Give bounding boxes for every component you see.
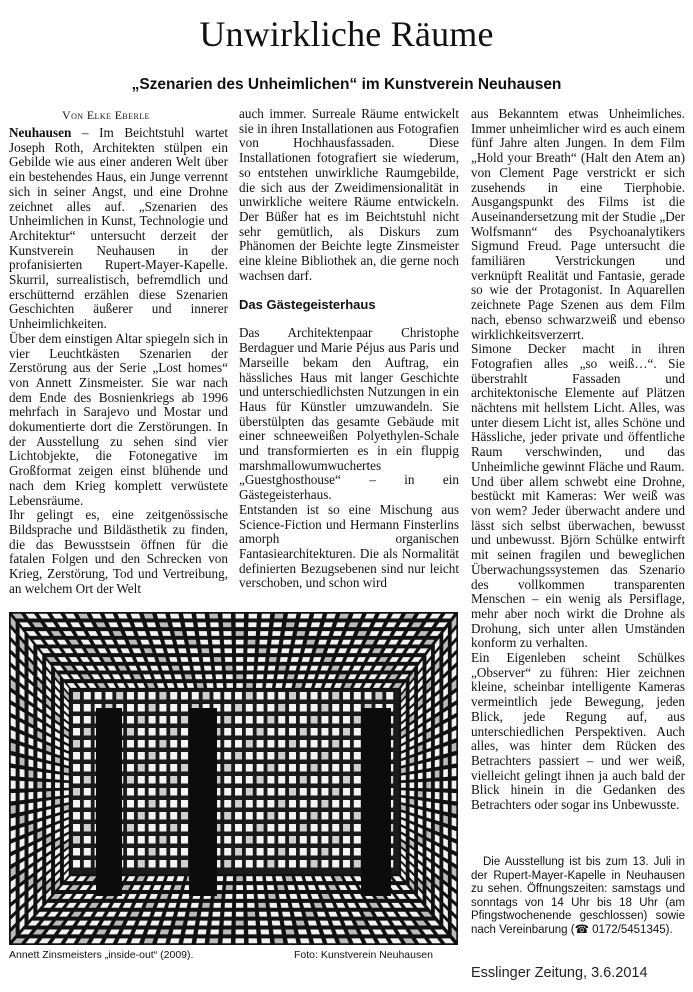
- dateline: Neuhausen: [9, 125, 72, 140]
- photo-caption: Annett Zinsmeisters „inside-out“ (2009).: [9, 949, 194, 961]
- paragraph: aus Bekanntem etwas Unheimliches. Immer unheimlicher wird es auch einem fünf Jahre alten Jungen. In dem Film „Hold your Breath“ (Halt den Atem an) von Clement Page verstrickt er sich zusehends in eine Tierphobie. Ausgangspunkt des Films ist die Auseinandersetzung mit der Studie „Der Wolfsmann“ des Psychoanalytikers Sigmund Freud. Page untersucht die familiären Verstrickungen und verknüpft Realität und Fantasie, gerade so wie der Protagonist. In Aquarellen zeichnete Page Szenen aus dem Film nach, ebenso schwarzweiß und ebenso wirklichkeitsverzerrt.: [471, 106, 685, 342]
- exhibition-info-box: [471, 856, 685, 938]
- headline: Unwirkliche Räume: [199, 14, 494, 54]
- paragraph: Und über allem schwebt eine Drohne, bestückt mit Kameras: Wer weiß was von wem? Jeder überwacht andere und lässt sich selbst überwachen, bewusst und unbewusst. Björn Schülke entwirft mit seinen fragilen und beweglichen Überwachungssystemen das Szenario des vollkommen transparenten Menschen – ein wenig als Persiflage, mehr aber noch wirkt die Drohne als Drohung, sich unter allen Umständen konform zu verhalten.: [471, 473, 685, 651]
- paragraph: Über dem einstigen Altar spiegeln sich in vier Leuchtkästen Szenarien der Zerstörung aus der Serie „Lost homes“ von Annett Zinsmeister. Sie war nach dem Ende des Bosnienkriegs ab 1996 mehrfach in Sarajevo und Mostar und dokumentierte dort die Zerstörungen. In der Ausstellung zu sehen sind vier Lichtobjekte, die Fotonegative im Großformat zeigen einst blühende und nach dem Krieg komplett verwüstete Lebensräume.: [9, 330, 228, 508]
- section-subhead: Das Gästegeisterhaus: [239, 297, 376, 313]
- paragraph-text: – Im Beichtstuhl wartet Joseph Roth, Architekten stülpen ein Gebilde wie aus einer anderen Welt über ein bestehendes Haus, ein Junge verrennt sich in seiner Angst, und eine Drohne zeichnet alles auf. „Szenarien des Unheimlichen in Kunst, Technologie und Architektur“ untersucht derzeit der Kunstverein Neuhausen in der profanisierten Rupert-Mayer-Kapelle. Skurril, surrealistisch, befremdlich und erschütternd erzählen diese Szenarien Geschichten äußerer und innerer Unheimlichkeiten.: [9, 125, 228, 332]
- paragraph: auch immer. Surreale Räume entwickelt sie in ihren Installationen aus Fotografien von Hochhausfassaden. Diese Installationen fotografiert sie wiederum, so entstehen unwirkliche Raumgebilde, die sich aus der Zweidimensionalität in unwirkliche weitere Räume entwickeln. Der Büßer hat es im Beichtstuhl nicht sehr gemütlich, als Diskurs zum Phänomen der Beichte legte Zinsmeister eine kleine Bibliothek an, die gerne noch wachsen darf.: [239, 106, 459, 283]
- article-column-3: [471, 107, 685, 813]
- paragraph: Das Architektenpaar Christophe Berdaguer und Marie Péjus aus Paris und Marseille bekam den Auftrag, ein hässliches Haus mit langer Geschichte und unterschiedlichsten Nutzungen in ein Haus für Künstler umzuwandeln. Sie überstülpten das gesamte Gebäude mit einer schneeweißen Polyethylen-Schale und transformierten es in ein fluppig marshmallowumwuchertes „Guestghosthouse“ – in ein Gästegeisterhaus.: [239, 325, 459, 503]
- exhibition-info: Die Ausstellung ist bis zum 13. Juli in der Rupert-Mayer-Kapelle in Neuhausen zu sehen. Öffnungszeiten: samstags und sonntags von 14 Uhr bis 18 Uhr (am Pfingstwochenende geschlossen) sowie nach Vereinbarung (☎ 0172/5451345).: [471, 856, 685, 936]
- article-column-1: [9, 126, 228, 597]
- paragraph: Ihr gelingt es, eine zeitgenössische Bildsprache und Bildästhetik zu finden, die das Bewusstsein öffnen für die fatalen Folgen und den Schrecken von Krieg, Zerstörung, Tod und Vertreibung, an welchem Ort der Welt: [9, 507, 228, 596]
- byline: Von Elke Eberle: [62, 108, 150, 122]
- paragraph: Ein Eigenleben scheint Schülkes „Observer“ zu führen: Hier zeichnen kleine, scheinbar intelligente Kameras vermeintlich jede Bewegung, jeden Blick, jede Regung auf, aus unterschiedlichen Perspektiven. Auch alles, was hinter dem Rücken des Betrachters passiert – und wer weiß, vielleicht gelingt ihnen ja auch bald der Blick hinein in die Gedanken des Betrachters oder sogar ins Unbewusste.: [471, 650, 685, 813]
- paragraph: Simone Decker macht in ihren Fotografien alles „so weiß…“. Sie überstrahlt Fassaden und architektonische Elemente auf Plätzen nächtens mit hellstem Licht. Alles, was unter diesem Licht ist, alles Schöne und Hässliche, jeder private und öffentliche Raum verschwinden, und das Unheimliche gewinnt Fläche und Raum.: [471, 341, 685, 474]
- subheadline: „Szenarien des Unheimlichen“ im Kunstverein Neuhausen: [131, 76, 562, 93]
- paragraph: [9, 126, 228, 332]
- inside-out-artwork-image: [9, 612, 458, 945]
- artwork-photo: [9, 612, 458, 945]
- photo-credit: Foto: Kunstverein Neuhausen: [294, 949, 433, 961]
- newspaper-source: Esslinger Zeitung, 3.6.2014: [471, 965, 648, 981]
- paragraph: Entstanden ist so eine Mischung aus Science-Fiction und Hermann Finsterlins amorph organischen Fantasiearchitekturen. Die als Normalität definierten Bezugsebenen sind nur leicht verschoben, und schon wird: [239, 501, 459, 591]
- article-column-2: [239, 107, 459, 591]
